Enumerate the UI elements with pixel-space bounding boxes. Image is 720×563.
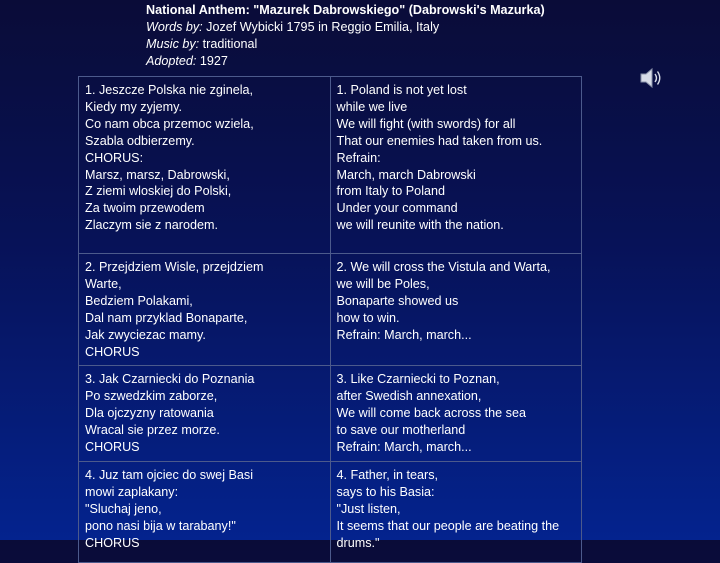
lyric-line: we will be Poles, xyxy=(336,276,430,291)
verse-polish-cell xyxy=(79,461,331,562)
anthem-title: National Anthem: "Mazurek Dabrowskiego" (Dabrowski's Mazurka) xyxy=(146,3,545,17)
verse-row xyxy=(79,254,582,366)
lyrics-table xyxy=(78,76,582,563)
lyric-line: "Just listen, xyxy=(336,501,401,516)
verse-polish-cell xyxy=(79,254,331,366)
lyric-line: CHORUS: xyxy=(85,150,144,165)
lyric-line: Dla ojczyzny ratowania xyxy=(85,406,214,421)
lyric-line: Zlaczym sie z narodem. xyxy=(85,218,218,233)
verse-polish-cell xyxy=(79,366,331,462)
adopted-label: Adopted: xyxy=(146,54,197,68)
lyric-line: "Sluchaj jeno, xyxy=(85,501,162,516)
lyric-line: Z ziemi wloskiej do Polski, xyxy=(85,184,232,199)
lyric-line: Co nam obca przemoc wziela, xyxy=(85,116,254,131)
lyric-line: Under your command xyxy=(336,201,458,216)
lyric-line: from Italy to Poland xyxy=(336,184,445,199)
lyric-line: 2. Przejdziem Wisle, przejdziem xyxy=(85,260,264,274)
lyric-line: 1. Jeszcze Polska nie zginela, xyxy=(85,83,254,97)
lyric-line: Jak zwyciezac mamy. xyxy=(85,327,206,342)
lyric-line: says to his Basia: xyxy=(336,484,435,499)
lyric-line: We will fight (with swords) for all xyxy=(336,116,516,131)
music-by xyxy=(146,36,666,53)
words-by-value: Jozef Wybicki 1795 in Reggio Emilia, Italy xyxy=(202,20,440,34)
lyric-line: CHORUS xyxy=(85,440,140,455)
lyric-line: Marsz, marsz, Dabrowski, xyxy=(85,167,230,182)
verse-row xyxy=(79,77,582,254)
lyric-line: while we live xyxy=(336,99,408,114)
verse-row xyxy=(79,461,582,562)
adopted-value: 1927 xyxy=(196,54,228,68)
lyric-line: drums." xyxy=(336,535,380,550)
lyric-line: It seems that our people are beating the xyxy=(336,518,560,533)
lyric-line: March, march Dabrowski xyxy=(336,167,476,182)
music-by-label: Music by: xyxy=(146,37,200,51)
lyric-line: CHORUS xyxy=(85,535,140,550)
lyric-line: 3. Jak Czarniecki do Poznania xyxy=(85,372,255,387)
lyric-line: 2. We will cross the Vistula and Warta, xyxy=(336,260,551,274)
lyric-line: Warte, xyxy=(85,276,122,291)
lyric-line: 3. Like Czarniecki to Poznan, xyxy=(336,372,500,387)
lyric-line: mowi zaplakany: xyxy=(85,484,179,499)
verse-english-cell xyxy=(330,77,582,254)
lyric-line: Refrain: March, march... xyxy=(336,440,472,455)
words-by xyxy=(146,19,666,36)
verse-english-cell xyxy=(330,254,582,366)
lyric-line: Bonaparte showed us xyxy=(336,293,459,308)
music-by-value: traditional xyxy=(199,37,258,51)
lyric-line: Refrain: xyxy=(336,150,381,165)
lyric-line: CHORUS xyxy=(85,344,140,359)
lyric-line: Bedziem Polakami, xyxy=(85,293,193,308)
verse-row xyxy=(79,366,582,462)
lyric-line: pono nasi bija w tarabany!" xyxy=(85,518,236,533)
verse-polish-cell xyxy=(79,77,331,254)
speaker-icon[interactable] xyxy=(638,66,666,90)
lyric-line: That our enemies had taken from us. xyxy=(336,133,543,148)
lyric-line: how to win. xyxy=(336,310,400,325)
lyric-line: Za twoim przewodem xyxy=(85,201,205,216)
lyric-line: we will reunite with the nation. xyxy=(336,218,504,233)
lyric-line: 4. Juz tam ojciec do swej Basi xyxy=(85,467,253,482)
lyric-line: 1. Poland is not yet lost xyxy=(336,83,467,97)
words-by-label: Words by: xyxy=(146,20,203,34)
anthem-header xyxy=(146,2,666,70)
lyric-line: Dal nam przyklad Bonaparte, xyxy=(85,310,248,325)
lyric-line: Po szwedzkim zaborze, xyxy=(85,389,218,404)
verse-english-cell xyxy=(330,366,582,462)
lyric-line: Szabla odbierzemy. xyxy=(85,133,195,148)
adopted xyxy=(146,53,666,70)
lyric-line: Wracal sie przez morze. xyxy=(85,423,220,438)
lyric-line: Refrain: March, march... xyxy=(336,327,472,342)
lyric-line: after Swedish annexation, xyxy=(336,389,482,404)
lyric-line: We will come back across the sea xyxy=(336,406,526,421)
lyric-line: Kiedy my zyjemy. xyxy=(85,99,183,114)
lyric-line: 4. Father, in tears, xyxy=(336,467,438,482)
lyric-line: to save our motherland xyxy=(336,423,466,438)
verse-english-cell xyxy=(330,461,582,562)
